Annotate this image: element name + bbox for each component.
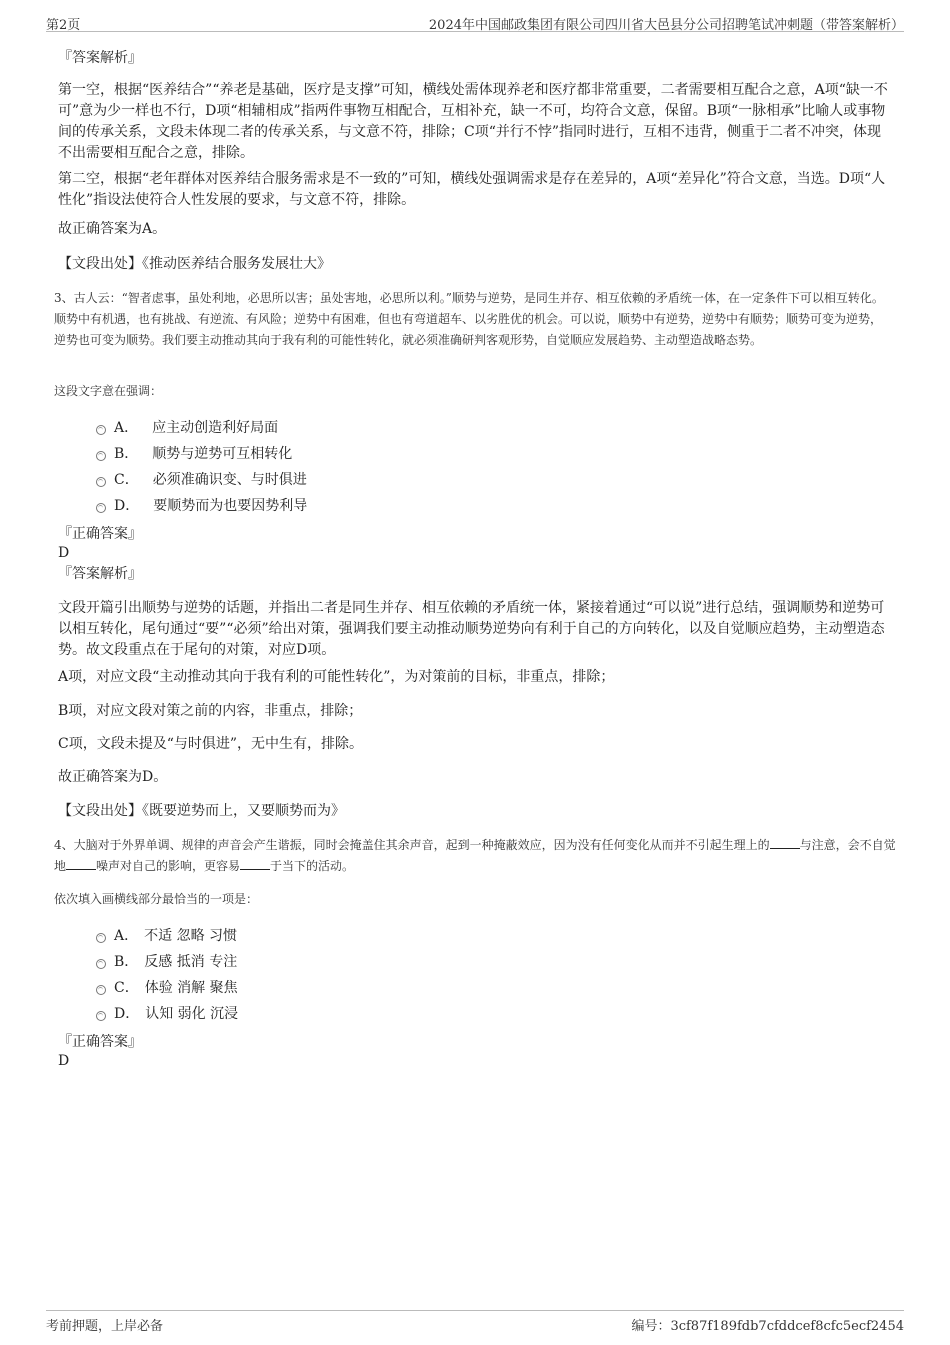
q2-source: 【文段出处】《推动医养结合服务发展壮大》 (58, 256, 331, 272)
q3-correct-label: 『正确答案』 (58, 526, 142, 542)
radio-icon[interactable] (96, 425, 106, 435)
radio-icon[interactable] (96, 477, 106, 487)
q3-source: 【文段出处】《既要逆势而上，又要顺势而为》 (58, 803, 345, 819)
q4-option-b[interactable] (96, 951, 237, 973)
radio-icon[interactable] (96, 451, 106, 461)
option-text: 认知 弱化 沉浸 (145, 1006, 239, 1022)
q4-question: 依次填入画横线部分最恰当的一项是： (54, 892, 259, 906)
radio-icon[interactable] (96, 959, 106, 969)
option-key: A． (114, 928, 139, 944)
q3-question: 这段文字意在强调： (54, 384, 163, 398)
q3-analysis-paragraph: 文段开篇引出顺势与逆势的话题，并指出二者是同生并存、相互依赖的矛盾统一体，紧接着通过“可以说”进行总结，强调顺势和逆势可以相互转化，尾句通过“要”“必须”给出对策，强调我们要主动推动顺势逆势向有利于自己的方向转化，以及自觉顺应趋势，主动塑造态势。故文段重点在于尾句的对策，对应D项。 (58, 600, 885, 658)
q3-analysis-option-c: C项，文段未提及“与时俱进”，无中生有，排除。 (58, 736, 364, 752)
q4-stem-part-4: 于当下的活动。 (270, 859, 355, 873)
page-header (46, 10, 904, 32)
radio-icon[interactable] (96, 933, 106, 943)
q4-stem-part-2: 与注意，会不自觉地 (54, 838, 896, 873)
q4-stem (54, 835, 896, 877)
q3-correct-answer: D (58, 545, 70, 561)
option-key: A． (114, 420, 139, 436)
blank-line (240, 857, 270, 870)
option-text: 不适 忽略 习惯 (144, 928, 238, 944)
radio-icon[interactable] (96, 1011, 106, 1021)
q3-conclusion: 故正确答案为D。 (58, 769, 168, 785)
footer-code: 编号：3cf87f189fdb7cfddcef8cfc5ecf2454 (631, 1319, 904, 1334)
option-key: B． (114, 446, 139, 462)
q4-option-d[interactable] (96, 1003, 238, 1025)
q3-option-b[interactable] (96, 443, 292, 465)
option-text: 反感 抵消 专注 (144, 954, 238, 970)
footer-slogan: 考前押题，上岸必备 (46, 1319, 164, 1334)
q2-analysis-label: 『答案解析』 (58, 50, 142, 66)
option-key: D． (114, 498, 140, 514)
q3-analysis-option-b: B项，对应文段对策之前的内容，非重点，排除； (58, 703, 363, 719)
q2-conclusion: 故正确答案为A。 (58, 221, 167, 237)
option-key: C． (114, 980, 139, 996)
blank-line (770, 836, 800, 849)
q4-correct-answer: D (58, 1053, 70, 1069)
option-key: C． (114, 472, 139, 488)
radio-icon[interactable] (96, 985, 106, 995)
q3-option-a[interactable] (96, 417, 278, 439)
page-footer (46, 1310, 904, 1334)
q3-analysis-label: 『答案解析』 (58, 566, 142, 582)
blank-line (66, 857, 96, 870)
q4-correct-label: 『正确答案』 (58, 1034, 142, 1050)
q3-stem: 3、古人云：“智者虑事，虽处利地，必思所以害；虽处害地，必思所以利。”顺势与逆势，是同生并存、相互依赖的矛盾统一体，在一定条件下可以相互转化。顺势中有机遇，也有挑战、有逆流、有风险；逆势中有困难，但也有弯道超车、以劣胜优的机会。可以说，顺势中有逆势，逆势中有顺势；顺势可变为逆势，逆势也可变为顺势。我们要主动推动其向于我有利的可能性转化，就必须准确研判客观形势，自觉顺应发展趋势、主动塑造战略态势。 (54, 291, 884, 347)
document-title: 2024年中国邮政集团有限公司四川省大邑县分公司招聘笔试冲刺题（带答案解析） (428, 18, 904, 33)
q4-stem-part-1: 4、大脑对于外界单调、规律的声音会产生谐振，同时会掩盖住其余声音，起到一种掩蔽效应，因为没有任何变化从而并不引起生理上的 (54, 838, 770, 852)
option-text: 要顺势而为也要因势利导 (153, 498, 308, 514)
option-text: 必须准确识变、与时俱进 (152, 472, 307, 488)
option-key: D． (114, 1006, 140, 1022)
q2-analysis-paragraph-2: 第二空，根据“老年群体对医养结合服务需求是不一致的”可知，横线处强调需求是存在差异的，A项“差异化”符合文意，当选。D项“人性化”指设法使符合人性发展的要求，与文意不符，排除。 (58, 171, 886, 208)
page-number: 第2页 (46, 18, 81, 33)
q4-option-a[interactable] (96, 925, 237, 947)
radio-icon[interactable] (96, 503, 106, 513)
q3-option-d[interactable] (96, 495, 307, 517)
option-key: B． (114, 954, 139, 970)
q3-analysis-option-a: A项，对应文段“主动推动其向于我有利的可能性转化”，为对策前的目标，非重点，排除； (58, 669, 615, 685)
q4-stem-part-3: 噪声对自己的影响，更容易 (96, 859, 241, 873)
q2-analysis-paragraph-1: 第一空，根据“医养结合”“养老是基础，医疗是支撑”可知，横线处需体现养老和医疗都非常重要，二者需要相互配合之意，A项“缺一不可”意为少一样也不行，D项“相辅相成”指两件事物互相配合，互相补充，缺一不可，均符合文意，保留。B项“一脉相承”比喻人或事物间的传承关系，文段未体现二者的传承关系，与文意不符，排除；C项“并行不悖”指同时进行，互相不违背，侧重于二者不冲突，体现不出需要相互配合之意，排除。 (58, 82, 888, 161)
q4-option-c[interactable] (96, 977, 238, 999)
option-text: 顺势与逆势可互相转化 (152, 446, 293, 462)
q3-option-c[interactable] (96, 469, 307, 491)
option-text: 体验 消解 聚焦 (144, 980, 238, 996)
option-text: 应主动创造利好局面 (152, 420, 279, 436)
